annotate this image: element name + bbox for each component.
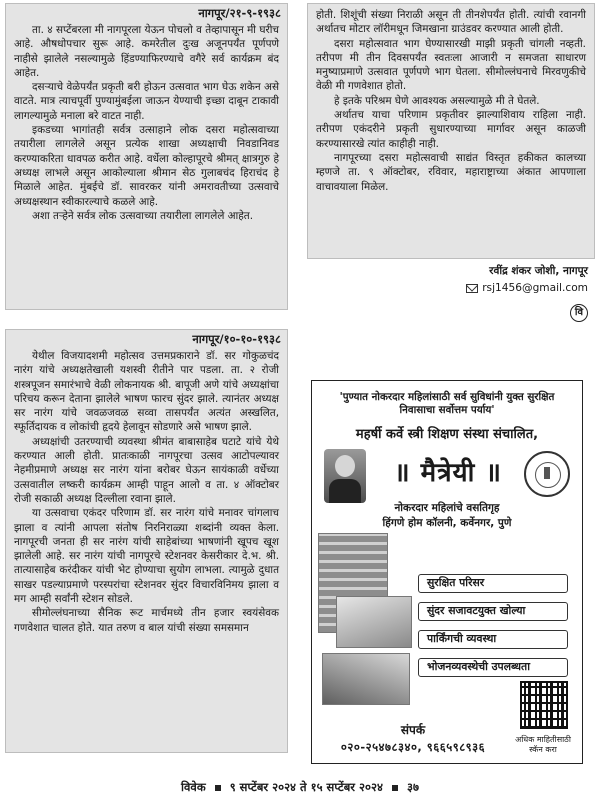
ad-brand-row [312, 447, 582, 505]
article-bottom-dateline: नागपूर/१०-१०-१९३८ [192, 332, 281, 346]
author-name: रवींद्र शंकर जोशी, नागपूर [489, 265, 588, 277]
article-right-paragraph: दसरा महोत्सवात भाग घेण्यासारखी माझी प्रकृती चांगली नव्हती. तरीपण मी तीन दिवसपर्यंत स्वतःला आजारी न समजता साधारण मनुष्याप्रमाणे उत्सवात पूर्णपणे भाग घेतला. सीमोल्लंघनाचे मिरवणुकीचे वेळी मी गणवेशात होतो. [316, 37, 586, 93]
article-right-panel [307, 3, 595, 259]
qr-code-icon[interactable] [520, 681, 568, 729]
hostel-room-photo [336, 596, 412, 648]
article-right-paragraph: होती. शिशूंची संख्या निराळी असून ती तीनशेपर्यंत होती. त्यांची रवानगी अर्थातच मोटार लॉरीमधून जिमखाना ग्राउंडवर करण्यात आली होती. [316, 9, 586, 36]
article-bottom-paragraph: येथील विजयादशमी महोत्सव उत्तमप्रकाराने डॉ. सर गोकुळचंद नारंग यांचे अध्यक्षतेखाली यशस्वी रीतीने पार पडला. ता. २ रोजी शस्त्रपूजन समारंभाचे वेळी लोकनायक श्री. बापूजी अणे यांचे अध्यक्षांचा परिचय करून देताना झालेले भाषण फारच सुंदर झाले. त्यानंतर अध्यक्ष सर नारंग यांचे जवळजवळ सव्वा तासपर्यंत अत्यंत अस्खलित, स्फूर्तिदायक व लोकांची हृदये हेलावून सोडणारे असे भाषण झाले. [14, 350, 279, 434]
ad-phone-numbers[interactable]: ०२०-२५४७८३४०, ९६६५९८९३६ [340, 740, 486, 754]
institution-seal-icon [524, 451, 570, 497]
ad-subtitle: नोकरदार महिलांचे वसतिगृह [394, 502, 500, 514]
page-footer [0, 780, 600, 795]
article-top-paragraph: अशा तऱ्हेने सर्वत्र लोक उत्सवाच्या तयारीला लागलेले आहेत. [32, 209, 254, 222]
ad-feature: सुंदर सजावटयुक्त खोल्या [418, 602, 568, 621]
ad-contact [318, 721, 508, 755]
ad-feature: भोजनव्यवस्थेची उपलब्धता [418, 658, 568, 677]
article-right-paragraph: अर्थातच याचा परिणाम प्रकृतीवर झाल्याशिवाय राहिला नाही. तरीपण एकंदरीने प्रकृती सुधारण्याच्या मार्गावर असून काळजी करण्यासारखे त्यांत काहीही नाही. [316, 109, 586, 150]
article-right-body [308, 4, 594, 194]
ad-brand-name: ॥ मैत्रेयी ॥ [394, 458, 502, 488]
end-mark-icon: वि [570, 304, 588, 322]
footer-magazine: विवेक [181, 780, 206, 794]
article-top-dateline: नागपूर/२१-९-१९३८ [198, 6, 281, 20]
article-top-paragraph: दसऱ्याचे वेळेपर्यंत प्रकृती बरी होऊन उत्सवात भाग घेऊ शकेन असे वाटते. मात्र त्याचपूर्वी पुण्यामुंबईला जाऊन येण्याची इच्छा दाबून टाकावी लागल्यामुळे मनाला बरे वाटत नाही. [14, 81, 279, 122]
article-top-panel [5, 3, 288, 310]
maitreyi-advertisement [311, 380, 583, 764]
ad-feature: सुरक्षित परिसर [418, 574, 568, 593]
footer-dates: ९ सप्टेंबर २०२४ ते १५ सप्टेंबर २०२४ [229, 780, 383, 794]
footer-page-number: ३७ [406, 780, 419, 794]
founder-portrait [324, 449, 366, 503]
dining-area-photo [322, 653, 410, 705]
article-bottom-paragraph: या उत्सवाचा एकंदर परिणाम डॉ. सर नारंग यांचे मनावर चांगलाच झाला व त्यांनी आपला संतोष निरनिराळ्या शब्दांनी व्यक्त केला. नागपूरची जनता ही सर नारंग यांची साहेबांच्या भाषणांनी खूपच खूश झालेली आहे. सर नारंग यांची नागपूरचे स्टेशनवर केसरीकार दे.भ. श्री. तात्यासाहेब करंदीकर यांची भेट होण्याचा सुयोग लाभला. त्यामुळे दुधात साखर पडल्याप्रमाणे परस्परांचा स्टेशनवर सुंदर विचारविनिमय झाला व मग आम्ही सर्वांनी स्टेशन सोडले. [14, 507, 279, 606]
article-bottom-paragraph: अध्यक्षांची उतरण्याची व्यवस्था श्रीमंत बाबासाहेब घटाटे यांचे येथे करण्यात आली होती. प्रातःकाळी नागपूरचा उत्सव आटोपल्यावर नेहमीप्रमाणे अध्यक्ष सर नारंग यांना बरोबर घेऊन सायंकाळी वर्धेच्या उत्सवातील लष्करी कार्यक्रम आम्ही पाहून आलो व ता. ४ ऑक्टोबर रोजी सकाळी अध्यक्ष दिल्लीला रवाना झाले. [14, 435, 279, 505]
author-email-line[interactable] [466, 282, 588, 294]
ad-contact-label: संपर्क [400, 723, 426, 737]
article-right-paragraph: नागपूरच्या दसरा महोत्सवाची साद्यंत विस्तृत हकीकत कालच्या म्हणजे ता. ९ ऑक्टोबर, रविवार, महाराष्ट्राच्या अंकात आपणाला वाचावयाला मिळेल. [316, 151, 586, 193]
ad-feature: पार्किंगची व्यवस्था [418, 630, 568, 649]
mail-icon [466, 284, 478, 293]
article-bottom-body [6, 349, 287, 635]
qr-caption: अधिक माहितीसाठी स्कॅन करा [515, 735, 571, 754]
article-top-paragraph: इकडच्या भागांतही सर्वत्र उत्साहाने लोक दसरा महोत्सवाच्या तयारीला लागलेले असून प्रत्येक शाखा अध्यक्षाची निवडानिवड करण्याकरिता धावपळ करीत आहे. वर्धेला कोल्हापूरचे श्रीमत् क्षात्रगुरु हे अध्यक्ष लाभले असून आकोल्याला श्रीमान सेठ गुलाबचंद हिराचंद हे मिळाले आहेत. मुंबईचे डॉ. सावरकर यांनी अमरावतीच्या उत्सवाचे अध्यक्षस्थान स्वीकारल्याचे कळले आहे. [14, 124, 279, 208]
article-bottom-paragraph: सीमोल्लंघनाच्या सैनिक रूट मार्चमध्ये तीन हजार स्वयंसेवक गणवेशात चालत होते. यात तरुण व बाल यांची संख्या समसमान [14, 607, 279, 634]
article-right-paragraph: हे इतके परिश्रम घेणे आवश्यक असल्यामुळे मी ते घेतले. [334, 94, 540, 107]
ad-address: हिंगणे होम कॉलनी, कर्वेनगर, पुणे [382, 517, 512, 529]
ad-tagline: 'पुण्यात नोकरदार महिलांसाठी सर्व सुविधांनी युक्त सुरक्षित निवासाचा सर्वोत्तम पर्याय' [339, 391, 555, 416]
separator-square-icon [392, 785, 398, 791]
article-top-paragraph: ता. ४ सप्टेंबरला मी नागपूरला येऊन पोचलो व तेव्हापासून मी घरीच आहे. औषधोपचार सुरू आहे. कमरेतील दुःख अजूनपर्यंत पूर्णपणे नाहीसे झालेले नसल्यामुळे हिंडण्याफिरण्याचे वगैरे सर्व कार्यक्रम बंद आहेत. [14, 24, 279, 79]
separator-square-icon [215, 785, 221, 791]
article-bottom-panel [5, 329, 288, 753]
author-email[interactable]: rsj1456@gmail.com [482, 282, 588, 294]
article-top-body [6, 23, 287, 223]
ad-organisation: महर्षी कर्वे स्त्री शिक्षण संस्था संचालित, [355, 427, 539, 442]
